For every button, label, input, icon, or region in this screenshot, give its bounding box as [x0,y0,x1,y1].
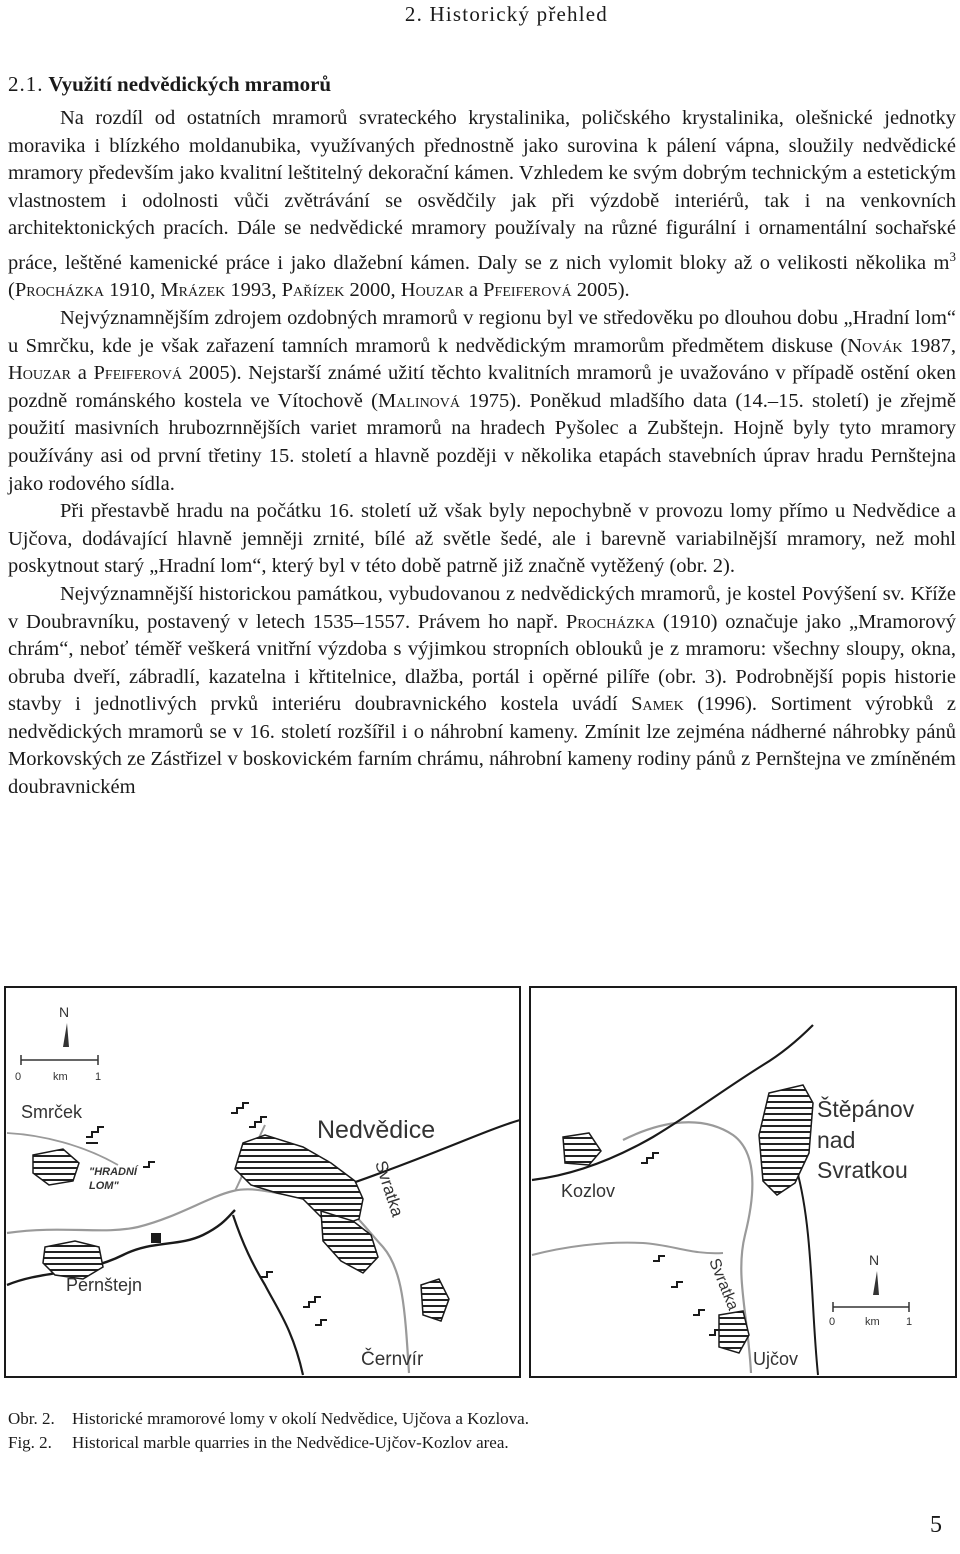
paragraph-4 [8,581,956,802]
citation-author: Malinová [378,389,461,412]
citation-text: (1910) označuje jako „Mramorový chrám“, neboť téměř veškerá vnitřní výzdoba s výjimkou stropních oblouků je z mramoru: všechny sloupy, okna, obruba dveří, zábradlí, kazatelna i křtitelnice, dlažba, portál i opěrné pilíře (obr. 3). Podrobnější popis historie stavby i jednotlivých prvků interiéru doubravnického kostela uvádí [8,610,956,716]
citation-author: Houzar [400,279,464,302]
scale-one: 1 [95,1071,102,1083]
quarry-symbol-icon [303,1297,321,1307]
left-north-arrow [59,1004,69,1047]
quarry-symbol-icon [315,1320,327,1325]
right-north-arrow [869,1252,879,1295]
river-stream-right [532,1243,723,1255]
scale-unit: km [53,1071,68,1083]
label-cernvir: Černvír [361,1349,424,1370]
label-nedvedice: Nedvědice [317,1116,436,1144]
section-heading [8,69,956,99]
nedvedice-town-area [235,1135,363,1225]
label-hradni-lom-2: LOM" [89,1180,119,1192]
quarry-symbol-icon [86,1127,104,1143]
pernstejn-castle-icon [151,1233,161,1243]
caption-cz-label: Obr. 2. [8,1409,55,1428]
citation-author: Mrázek [160,279,226,302]
citation-author: Procházka [565,610,656,633]
paragraph-3: Při přestavbě hradu na počátku 16. století už však byly nepochybně v provozu lomy přímo u Nedvědice a Ujčova, dodávající hlavně jemněji zrnité, bílé až světle šedé, ale i barevně variabilnější mramory, než mohl poskytnout starý „Hradní lom“, který byl v této době patrně již značně vytěžený (obr. 2). [8,500,956,578]
quarry-symbol-icon [671,1282,683,1287]
nedvedice-south-area [321,1211,378,1273]
ujcov-village-area [719,1311,749,1353]
label-hradni-lom-1: "HRADNÍ [89,1166,137,1178]
north-label: N [59,1004,70,1020]
right-scale-bar [829,1302,912,1328]
scale-unit-right: km [865,1316,880,1328]
section-number: 2.1. [8,72,44,96]
citation-author: Houzar [8,362,72,385]
citation-author: Novák [847,334,903,357]
kozlov-village-area [563,1133,601,1165]
section-title: Využití nedvědických mramorů [48,72,332,96]
quarry-symbol-icon [231,1103,249,1113]
quarry-symbol-icon [261,1272,273,1277]
citation-text: 2005). Nejstarší známé užití těchto kvalitních mramorů je uvažováno v případě ostění oken pozdně románského kostela ve Vítochově ( [8,362,956,412]
left-map-panel [5,987,520,1377]
north-arrow-icon [63,1023,69,1047]
cernvir-village-area [421,1279,449,1321]
p1-text: Na rozdíl od ostatních mramorů svrateckého krystalinika, poličského krystalinika, olešnické jednotky moravika i blízkého moldanubika, využívaných přednostně jako surovina k pálení vápna, sloužily nedvědické mramory především jako kvalitní leštitelný dekorační kámen. Vzhledem ke svým dobrým technickým a estetickým vlastnostem i odolnosti vůči zvětrávání se osvědčily jak při výzdobě interiérů, tak i na venkovních architektonických pracích. Dále se nedvědické mramory používaly na různé figurální i ornamentální sochařské práce, leštěné kamenické práce i jako dlažební kámen. Daly se z nich vylomit bloky až o velikosti několika m [8,107,956,274]
citation-text: 1993, [225,279,282,302]
scale-zero-right: 0 [829,1316,836,1328]
label-pernstejn: Pernštejn [66,1275,143,1295]
citation-author: Procházka [14,279,105,302]
label-ujcov: Ujčov [753,1349,799,1369]
figure-map [3,985,958,1385]
label-svratka-left: Svratka [371,1158,408,1220]
p4-text: Nejvýznamnější historickou památkou, vybudovanou z nedvědických mramorů, je kostel Povýšení sv. Kříže v Doubravníku, postavený v letech 1535–1557. Právem ho např. [8,582,956,633]
citation-text: (1996). Sortiment výrobků z nedvědických mramorů se v 16. století rozšířil i o náhrobní kameny. Zmínit lze zejména nádherné náhrobky pánů Morkovských ze Zástřizel v boskovickém farním chrámu, náhrobní kameny rodiny pánů z Pernštejna ve zmíněném doubravnickém [8,693,956,799]
p1-superscript: 3 [949,248,956,264]
citation-text: 1975). Poněkud mladšího data (14.–15. století) je zřejmě použití masivních hrubozrnnějších variet mramorů na hradech Pyšolec a Zubštejn. Hojně byly tyto mramory používány asi od první třetiny 15. století a hlavně později v několika etapách stavebních úprav hradu Pernštejna jako rodového sídla. [8,389,956,495]
p1-open: ( [8,279,15,302]
citation-author: Pfeiferová [483,279,572,302]
figure-captions [8,1407,529,1455]
left-scale-bar [15,1055,101,1083]
quarry-map-svg [3,985,958,1385]
label-stepanov-2: nad [817,1127,856,1153]
right-map-panel [530,987,956,1377]
smrcek-village-area [33,1149,79,1185]
caption-english [8,1431,529,1455]
citation-text: 2000, [344,279,401,302]
road-west [7,1210,235,1285]
caption-en-text: Historical marble quarries in the Nedvědice-Ujčov-Kozlov area. [72,1433,509,1452]
label-kozlov: Kozlov [561,1181,616,1201]
citation-text: 1910, [104,279,161,302]
label-stepanov-3: Svratkou [817,1157,908,1183]
paragraph-1 [8,105,956,305]
citation-author: Samek [631,693,684,716]
scale-zero: 0 [15,1071,22,1083]
label-stepanov-1: Štěpánov [817,1096,915,1122]
label-svratka-right: Svratka [705,1256,742,1313]
scale-one-right: 1 [906,1316,913,1328]
label-smrcek: Smrček [21,1102,83,1122]
quarry-symbol-icon [693,1310,705,1315]
north-arrow-icon [873,1271,879,1295]
caption-czech [8,1407,529,1431]
road-south [233,1215,303,1375]
quarry-symbol-icon [641,1153,659,1163]
citation-text: 1987, [902,334,957,357]
article-body [8,69,956,802]
caption-cz-text: Historické mramorové lomy v okolí Nedvědice, Ujčova a Kozlova. [72,1409,529,1428]
caption-en-label: Fig. 2. [8,1433,52,1452]
quarry-symbol-icon [143,1162,155,1167]
stepanov-town-area [759,1085,813,1195]
quarry-symbol-icon [653,1256,665,1261]
citation-author: Pfeiferová [93,362,182,385]
p2-text: Nejvýznamnějším zdrojem ozdobných mramorů v regionu byl ve středověku po dlouhou dobu „Hradní lom“ u Smrčku, kde je však zařazení tamních mramorů k nedvědickým mramorům předmětem diskuse ( [8,306,956,357]
running-head: 2. Historický přehled [404,2,608,26]
citation-text: 2005). [571,279,630,302]
citation-text: a [463,279,484,302]
citation-text: a [71,362,94,385]
north-label-right: N [869,1252,880,1268]
page-number: 5 [930,1512,942,1538]
paragraph-2 [8,305,956,498]
citation-author: Pařízek [281,279,345,302]
